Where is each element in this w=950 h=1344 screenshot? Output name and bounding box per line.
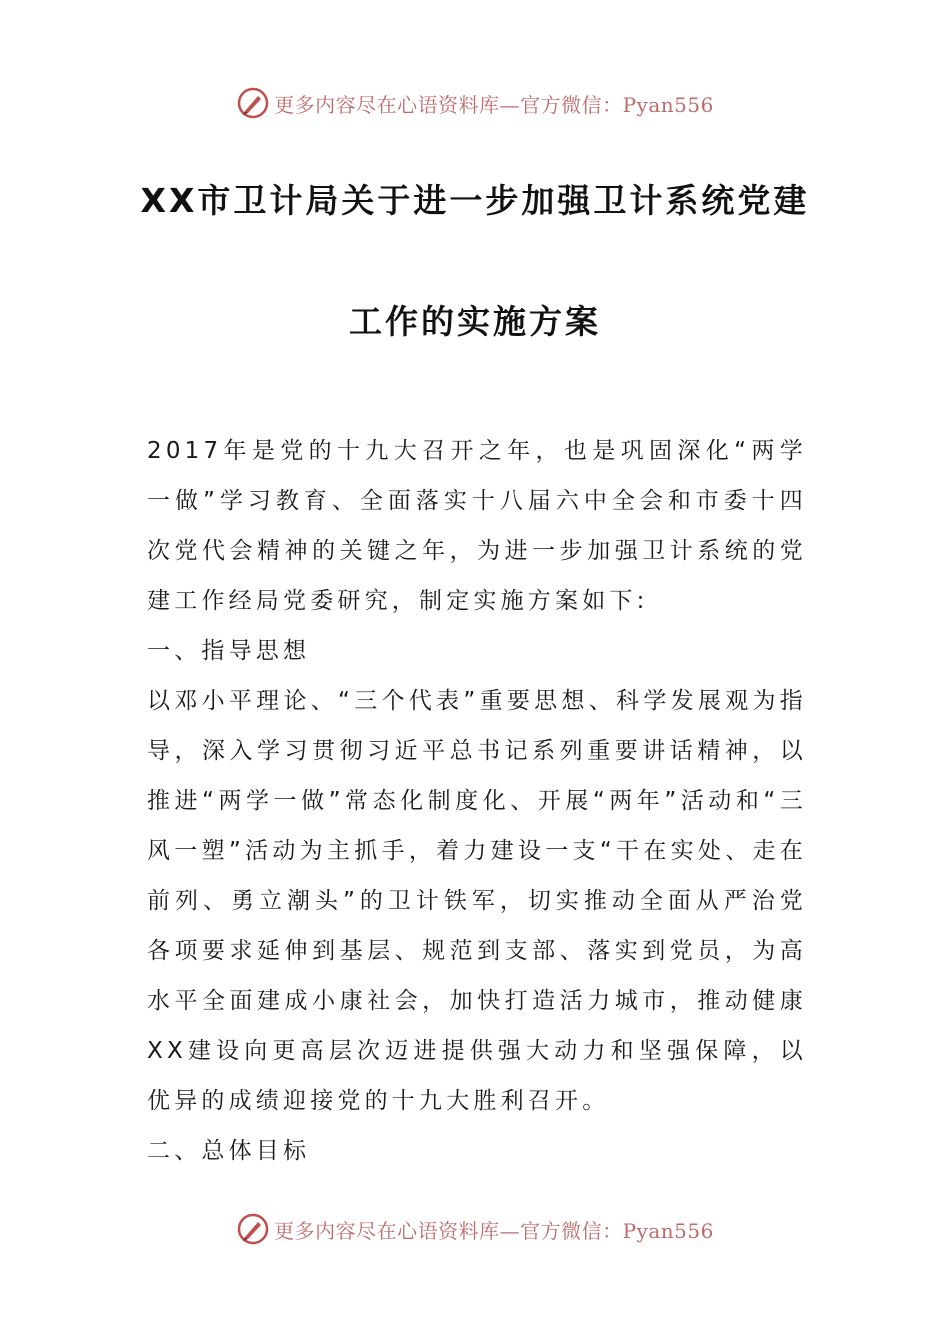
pen-logo-icon [236, 86, 270, 120]
document-title-line-2: 工作的实施方案 [349, 302, 601, 341]
intro-paragraph: 2017年是党的十九大召开之年，也是巩固深化“两学一做”学习教育、全面落实十八届六中全会和市委十四次党代会精神的关键之年，为进一步加强卫计系统的党建工作经局党委研究，制定实施方案如下: [147, 438, 807, 614]
document-title-line-1: XX市卫计局关于进一步加强卫计系统党建 [140, 181, 810, 220]
guiding-ideology-paragraph: 以邓小平理论、“三个代表”重要思想、科学发展观为指导，深入学习贯彻习近平总书记系列重要讲话精神，以推进“两学一做”常态化制度化、开展“两年”活动和“三风一塑”活动为主抓手，着力建设一支“干在实处、走在前列、勇立潮头”的卫计铁军，切实推动全面从严治党各项要求延伸到基层、规范到支部、落实到党员，为高水平全面建成小康社会，加快打造活力城市，推动健康XX建设向更高层次迈进提供强大动力和坚强保障，以优异的成绩迎接党的十九大胜利召开。 [147, 688, 807, 1114]
pen-logo-icon [236, 1212, 270, 1246]
footer-watermark [0, 1210, 950, 1248]
document-body [147, 426, 807, 1176]
header-watermark [0, 84, 950, 122]
footer-watermark-text: 更多内容尽在心语资料库—官方微信：Pyan556 [274, 1218, 714, 1243]
section-heading-overall-goals: 二、总体目标 [147, 1138, 311, 1164]
header-watermark-text: 更多内容尽在心语资料库—官方微信：Pyan556 [274, 92, 714, 117]
section-heading-guiding-ideology: 一、指导思想 [147, 638, 311, 664]
